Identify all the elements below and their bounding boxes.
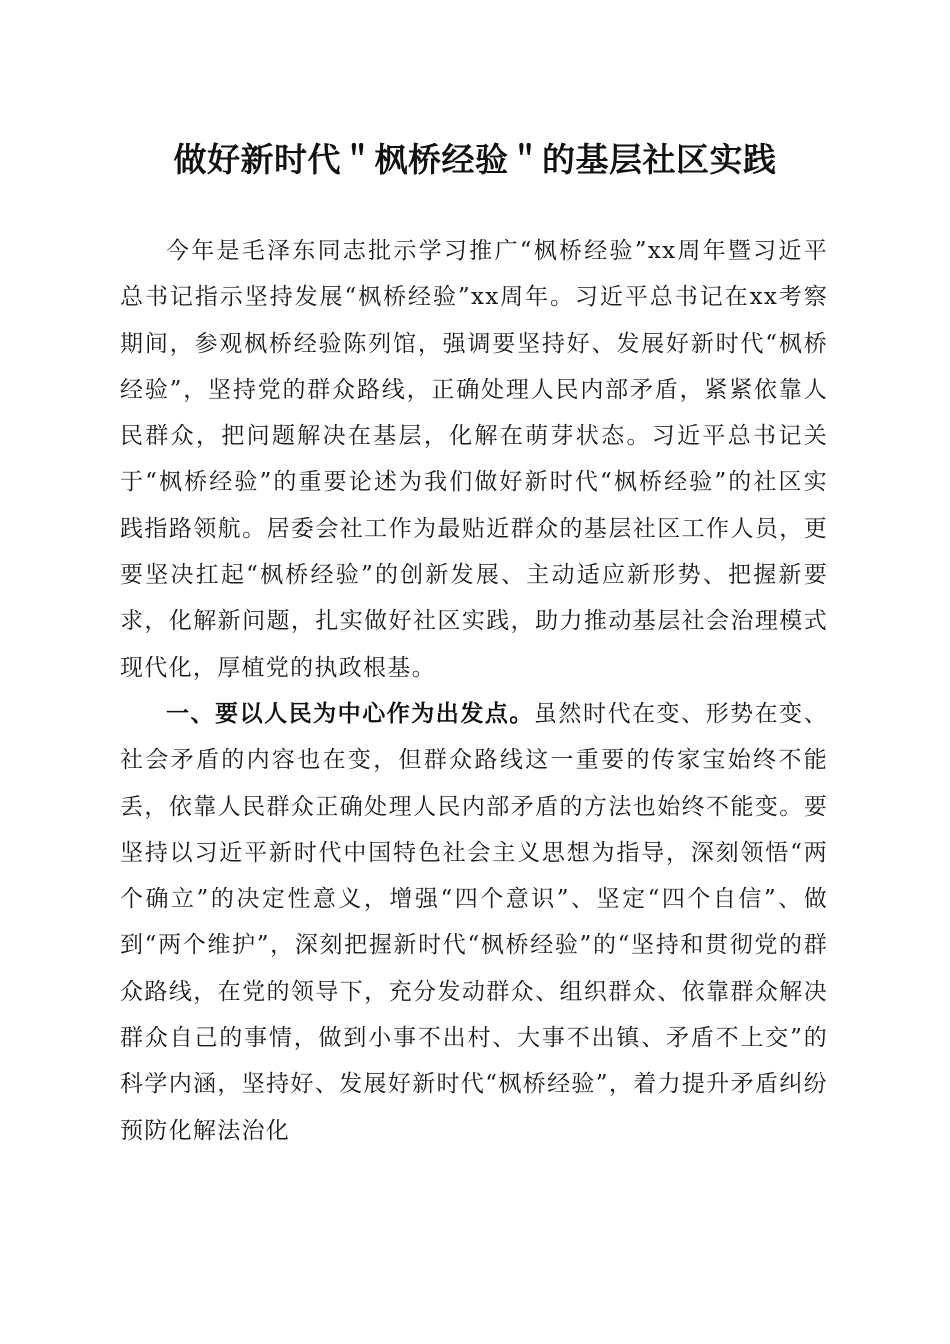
- paragraph-text: 今年是毛泽东同志批示学习推广“枫桥经验”xx周年暨习近平总书记指示坚持发展“枫桥经验”xx周年。习近平总书记在xx考察期间，参观枫桥经验陈列馆，强调要坚持好、发展好新时代“枫桥经验”，坚持党的群众路线，正确处理人民内部矛盾，紧紧依靠人民群众，把问题解决在基层，化解在萌芽状态。习近平总书记关于“枫桥经验”的重要论述为我们做好新时代“枫桥经验”的社区实践指路领航。居委会社工作为最贴近群众的基层社区工作人员，更要坚决扛起“枫桥经验”的创新发展、主动适应新形势、把握新要求，化解新问题，扎实做好社区实践，助力推动基层社会治理模式现代化，厚植党的执政根基。: [120, 238, 828, 681]
- document-body: [120, 228, 828, 1154]
- paragraph-section-1: [120, 691, 828, 1154]
- section-heading: 一、要以人民为中心作为出发点。: [166, 699, 534, 727]
- document-title: 做好新时代＂枫桥经验＂的基层社区实践: [173, 140, 777, 179]
- paragraph-text: 虽然时代在变、形势在变、社会矛盾的内容也在变，但群众路线这一重要的传家宝始终不能丢，依靠人民群众正确处理人民内部矛盾的方法也始终不能变。要坚持以习近平新时代中国特色社会主义思想为指导，深刻领悟“两个确立”的决定性意义，增强“四个意识”、坚定“四个自信”、做到“两个维护”，深刻把握新时代“枫桥经验”的“坚持和贯彻党的群众路线，在党的领导下，充分发动群众、组织群众、依靠群众解决群众自己的事情，做到小事不出村、大事不出镇、矛盾不上交”的科学内涵，坚持好、发展好新时代“枫桥经验”，着力提升矛盾纠纷预防化解法治化: [120, 700, 828, 1144]
- paragraph-intro: [120, 228, 828, 691]
